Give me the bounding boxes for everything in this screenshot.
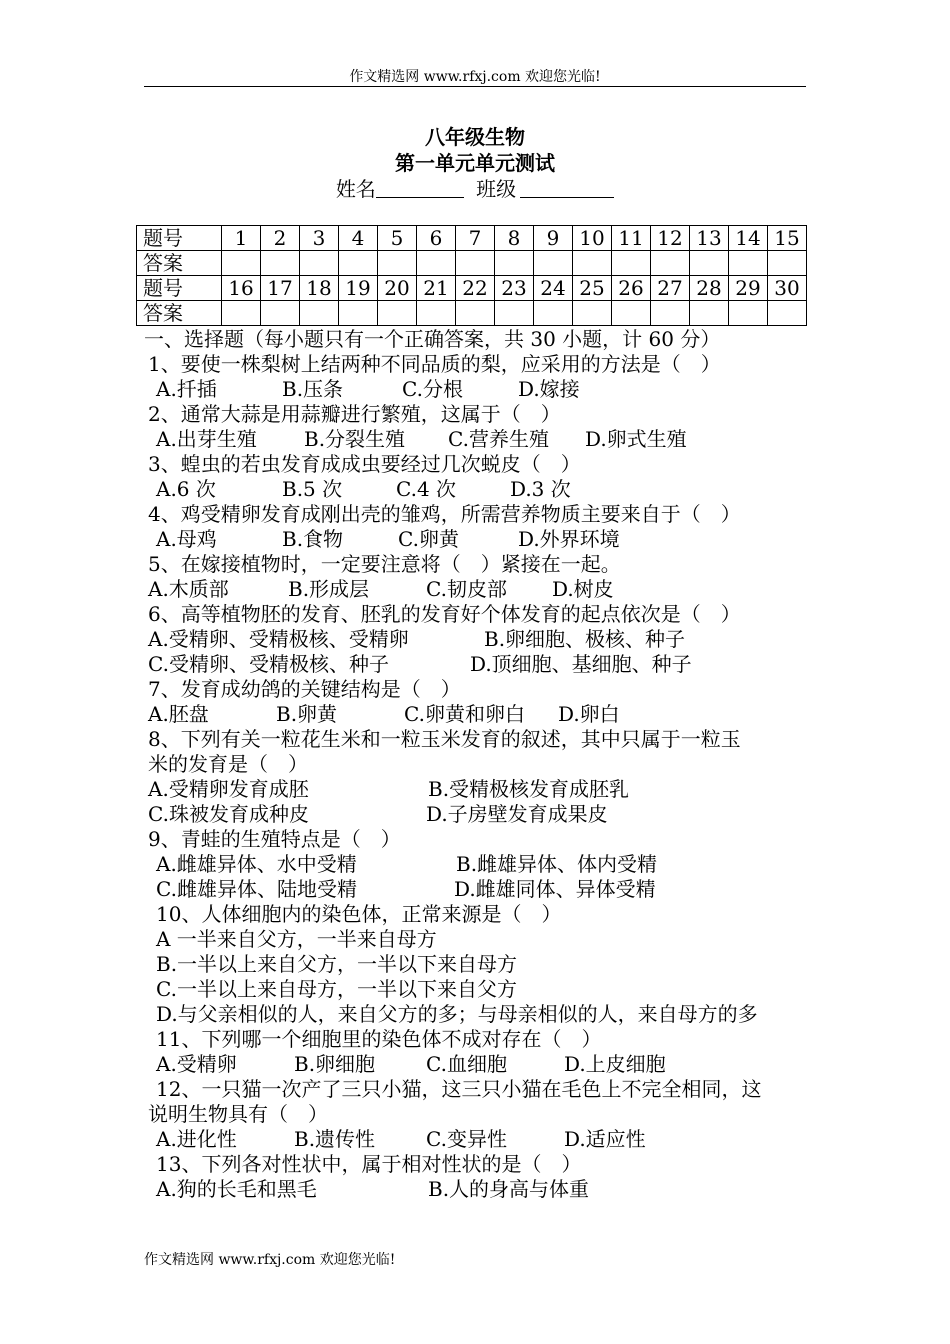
question-body bbox=[144, 327, 818, 1202]
option[interactable]: D.雌雄同体、异体受精 bbox=[454, 877, 656, 901]
option[interactable]: B.一半以上来自父方，一半以下来自母方 bbox=[156, 952, 518, 976]
question-9: 9、青蛙的生殖特点是（ ） bbox=[148, 827, 401, 851]
table-row-ans-2 bbox=[137, 301, 807, 326]
name-blank[interactable] bbox=[376, 179, 464, 198]
table-num: 14 bbox=[729, 226, 768, 251]
table-row-ans-1 bbox=[137, 251, 807, 276]
option[interactable]: D.与父亲相似的人，来自父方的多；与母亲相似的人，来自母方的多 bbox=[156, 1002, 758, 1026]
option[interactable]: D.3 次 bbox=[510, 477, 571, 501]
question-11: 11、下列哪一个细胞里的染色体不成对存在（ ） bbox=[156, 1027, 602, 1051]
option[interactable]: B.受精极核发育成胚乳 bbox=[428, 777, 630, 801]
table-num: 9 bbox=[534, 226, 573, 251]
question-6: 6、高等植物胚的发育、胚乳的发育好个体发育的起点依次是（ ） bbox=[148, 602, 741, 626]
options-7 bbox=[148, 702, 818, 727]
option[interactable]: D.卵白 bbox=[558, 702, 620, 726]
option[interactable]: B.卵黄 bbox=[276, 702, 338, 726]
table-num: 10 bbox=[573, 226, 612, 251]
table-num: 30 bbox=[768, 276, 807, 301]
options-8b bbox=[148, 802, 818, 827]
table-num: 22 bbox=[456, 276, 495, 301]
table-num: 24 bbox=[534, 276, 573, 301]
option[interactable]: A.雌雄异体、水中受精 bbox=[156, 852, 357, 876]
page-header: 作文精选网 www.rfxj.com 欢迎您光临! bbox=[349, 69, 601, 85]
table-row-nums-1 bbox=[137, 226, 807, 251]
options-9b bbox=[148, 877, 818, 902]
table-label-num: 题号 bbox=[137, 226, 222, 251]
option[interactable]: B.卵细胞、极核、种子 bbox=[484, 627, 686, 651]
option[interactable]: D.嫁接 bbox=[518, 377, 580, 401]
answer-cell[interactable] bbox=[456, 251, 495, 276]
options-8a bbox=[148, 777, 818, 802]
option[interactable]: C.一半以上来自母方，一半以下来自父方 bbox=[156, 977, 517, 1001]
table-num: 15 bbox=[768, 226, 807, 251]
answer-cell[interactable] bbox=[378, 301, 417, 326]
question-12-line1: 12、一只猫一次产了三只小猫，这三只小猫在毛色上不完全相同，这 bbox=[156, 1077, 762, 1101]
option[interactable]: B.遗传性 bbox=[294, 1127, 376, 1151]
answer-cell[interactable] bbox=[768, 251, 807, 276]
table-num: 29 bbox=[729, 276, 768, 301]
answer-cell[interactable] bbox=[339, 301, 378, 326]
answer-cell[interactable] bbox=[222, 301, 261, 326]
option[interactable]: D.树皮 bbox=[552, 577, 614, 601]
page-footer: 作文精选网 www.rfxj.com 欢迎您光临! bbox=[144, 1252, 396, 1268]
table-num: 11 bbox=[612, 226, 651, 251]
question-5: 5、在嫁接植物时，一定要注意将（ ）紧接在一起。 bbox=[148, 552, 621, 576]
option[interactable]: A 一半来自父方，一半来自母方 bbox=[156, 927, 437, 951]
table-num: 2 bbox=[261, 226, 300, 251]
option[interactable]: A.狗的长毛和黑毛 bbox=[156, 1177, 317, 1201]
option[interactable]: D.适应性 bbox=[564, 1127, 646, 1151]
option[interactable]: B.5 次 bbox=[282, 477, 343, 501]
option[interactable]: A.母鸡 bbox=[156, 527, 217, 551]
option[interactable]: D.卵式生殖 bbox=[585, 427, 687, 451]
answer-cell[interactable] bbox=[690, 301, 729, 326]
options-9a bbox=[148, 852, 818, 877]
table-num: 20 bbox=[378, 276, 417, 301]
question-10: 10、人体细胞内的染色体，正常来源是（ ） bbox=[156, 902, 562, 926]
answer-cell[interactable] bbox=[690, 251, 729, 276]
option[interactable]: B.压条 bbox=[282, 377, 344, 401]
table-num: 25 bbox=[573, 276, 612, 301]
table-num: 21 bbox=[417, 276, 456, 301]
option[interactable]: C.韧皮部 bbox=[426, 577, 507, 601]
option[interactable]: B.分裂生殖 bbox=[304, 427, 406, 451]
table-label-ans: 答案 bbox=[137, 251, 222, 276]
answer-cell[interactable] bbox=[612, 251, 651, 276]
options-11 bbox=[148, 1052, 818, 1077]
answer-cell[interactable] bbox=[612, 301, 651, 326]
table-num: 23 bbox=[495, 276, 534, 301]
option[interactable]: A.受精卵发育成胚 bbox=[148, 777, 309, 801]
answer-cell[interactable] bbox=[729, 301, 768, 326]
option[interactable]: B.卵细胞 bbox=[294, 1052, 376, 1076]
table-num: 17 bbox=[261, 276, 300, 301]
option[interactable]: C.卵黄 bbox=[398, 527, 459, 551]
answer-cell[interactable] bbox=[222, 251, 261, 276]
answer-cell[interactable] bbox=[534, 301, 573, 326]
answer-cell[interactable] bbox=[573, 301, 612, 326]
option[interactable]: A.出芽生殖 bbox=[156, 427, 257, 451]
question-12-line2: 说明生物具有（ ） bbox=[148, 1102, 328, 1126]
name-class-line bbox=[0, 176, 950, 202]
option[interactable]: D.子房壁发育成果皮 bbox=[426, 802, 608, 826]
table-num: 1 bbox=[222, 226, 261, 251]
table-num: 12 bbox=[651, 226, 690, 251]
option[interactable]: B.形成层 bbox=[288, 577, 370, 601]
option[interactable]: D.上皮细胞 bbox=[564, 1052, 666, 1076]
answer-cell[interactable] bbox=[534, 251, 573, 276]
table-num: 18 bbox=[300, 276, 339, 301]
answer-cell[interactable] bbox=[651, 251, 690, 276]
question-8-line2: 米的发育是（ ） bbox=[148, 752, 308, 776]
class-blank[interactable] bbox=[520, 179, 614, 198]
answer-cell[interactable] bbox=[417, 301, 456, 326]
option[interactable]: D.顶细胞、基细胞、种子 bbox=[470, 652, 692, 676]
option[interactable]: A.扦插 bbox=[156, 377, 217, 401]
question-1: 1、要使一株梨树上结两种不同品质的梨，应采用的方法是（ ） bbox=[148, 352, 721, 376]
table-num: 27 bbox=[651, 276, 690, 301]
table-num: 6 bbox=[417, 226, 456, 251]
answer-table bbox=[136, 225, 807, 326]
question-8-line1: 8、下列有关一粒花生米和一粒玉米发育的叙述，其中只属于一粒玉 bbox=[148, 727, 741, 751]
option[interactable]: C.营养生殖 bbox=[448, 427, 549, 451]
table-num: 26 bbox=[612, 276, 651, 301]
option[interactable]: A.受精卵、受精极核、受精卵 bbox=[148, 627, 409, 651]
option[interactable]: C.变异性 bbox=[426, 1127, 507, 1151]
option[interactable]: A.进化性 bbox=[156, 1127, 237, 1151]
answer-cell[interactable] bbox=[456, 301, 495, 326]
doc-subtitle: 第一单元单元测试 bbox=[395, 151, 555, 175]
question-4: 4、鸡受精卵发育成刚出壳的雏鸡，所需营养物质主要来自于（ ） bbox=[148, 502, 741, 526]
class-label: 班级 bbox=[476, 177, 517, 201]
option[interactable]: D.外界环境 bbox=[518, 527, 620, 551]
answer-cell[interactable] bbox=[573, 251, 612, 276]
options-6b bbox=[148, 652, 818, 677]
table-num: 16 bbox=[222, 276, 261, 301]
table-num: 3 bbox=[300, 226, 339, 251]
name-label: 姓名 bbox=[335, 177, 376, 201]
answer-cell[interactable] bbox=[261, 301, 300, 326]
table-label-num: 题号 bbox=[137, 276, 222, 301]
answer-cell[interactable] bbox=[300, 251, 339, 276]
options-1 bbox=[148, 377, 818, 402]
options-3 bbox=[148, 477, 818, 502]
question-2: 2、通常大蒜是用蒜瓣进行繁殖，这属于（ ） bbox=[148, 402, 561, 426]
options-13 bbox=[148, 1177, 818, 1202]
doc-title: 八年级生物 bbox=[425, 125, 525, 149]
table-num: 8 bbox=[495, 226, 534, 251]
options-6a bbox=[148, 627, 818, 652]
answer-cell[interactable] bbox=[768, 301, 807, 326]
option[interactable]: A.6 次 bbox=[156, 477, 216, 501]
option[interactable]: B.人的身高与体重 bbox=[428, 1177, 590, 1201]
options-5 bbox=[148, 577, 818, 602]
header-rule bbox=[144, 86, 806, 87]
option[interactable]: B.食物 bbox=[282, 527, 344, 551]
option[interactable]: B.雌雄异体、体内受精 bbox=[456, 852, 658, 876]
answer-cell[interactable] bbox=[495, 301, 534, 326]
option[interactable]: A.木质部 bbox=[148, 577, 229, 601]
option[interactable]: C.珠被发育成种皮 bbox=[148, 802, 309, 826]
answer-cell[interactable] bbox=[378, 251, 417, 276]
table-num: 7 bbox=[456, 226, 495, 251]
question-3: 3、蝗虫的若虫发育成成虫要经过几次蜕皮（ ） bbox=[148, 452, 581, 476]
option[interactable]: C.4 次 bbox=[396, 477, 457, 501]
answer-cell[interactable] bbox=[261, 251, 300, 276]
answer-cell[interactable] bbox=[300, 301, 339, 326]
answer-cell[interactable] bbox=[729, 251, 768, 276]
table-num: 19 bbox=[339, 276, 378, 301]
option[interactable]: C.卵黄和卵白 bbox=[404, 702, 525, 726]
table-num: 28 bbox=[690, 276, 729, 301]
answer-cell[interactable] bbox=[339, 251, 378, 276]
table-row-nums-2 bbox=[137, 276, 807, 301]
question-13: 13、下列各对性状中，属于相对性状的是（ ） bbox=[156, 1152, 582, 1176]
table-label-ans: 答案 bbox=[137, 301, 222, 326]
options-12 bbox=[148, 1127, 818, 1152]
options-2 bbox=[148, 427, 818, 452]
answer-cell[interactable] bbox=[651, 301, 690, 326]
section-title: 一、选择题（每小题只有一个正确答案，共 30 小题，计 60 分） bbox=[144, 327, 721, 351]
answer-cell[interactable] bbox=[495, 251, 534, 276]
answer-cell[interactable] bbox=[417, 251, 456, 276]
options-4 bbox=[148, 527, 818, 552]
option[interactable]: A.胚盘 bbox=[148, 702, 209, 726]
table-num: 4 bbox=[339, 226, 378, 251]
option[interactable]: A.受精卵 bbox=[156, 1052, 237, 1076]
option[interactable]: C.分根 bbox=[402, 377, 463, 401]
table-num: 13 bbox=[690, 226, 729, 251]
option[interactable]: C.雌雄异体、陆地受精 bbox=[156, 877, 357, 901]
option[interactable]: C.血细胞 bbox=[426, 1052, 507, 1076]
option[interactable]: C.受精卵、受精极核、种子 bbox=[148, 652, 389, 676]
table-num: 5 bbox=[378, 226, 417, 251]
question-7: 7、发育成幼鸽的关键结构是（ ） bbox=[148, 677, 461, 701]
